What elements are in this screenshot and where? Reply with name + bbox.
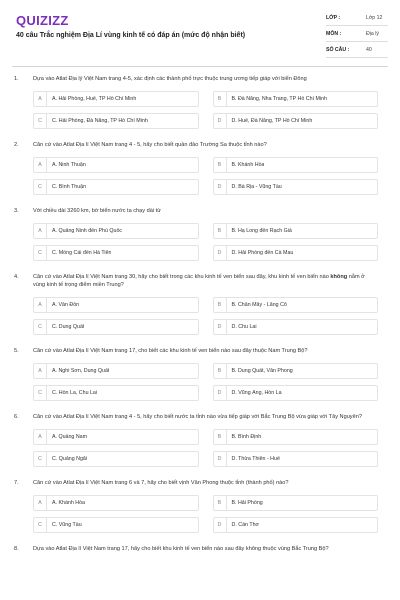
answer-option-b[interactable] (213, 157, 379, 173)
option-text: C. Vũng Tàu (52, 522, 82, 528)
option-text: B. Hạ Long đến Rạch Giá (231, 228, 292, 234)
question-text: Căn cứ vào Atlat Địa lí Việt Nam trang 17, cho biết các khu kinh tế ven biển nào sau đây thuộc Nam Trung Bộ? (33, 348, 308, 354)
question-head (0, 479, 400, 487)
answer-option-a[interactable] (33, 363, 199, 379)
header-divider (12, 66, 388, 67)
question-head (0, 141, 400, 149)
option-text: A. Quảng Nam (52, 434, 88, 440)
question-head (0, 545, 400, 553)
option-letter: C (34, 114, 47, 128)
answer-options (33, 157, 378, 195)
option-text: A. Vân Đồn (52, 302, 80, 308)
option-letter: D (214, 114, 227, 128)
option-text: A. Hải Phòng, Huế, TP Hồ Chí Minh (52, 96, 137, 102)
option-letter: C (34, 320, 47, 334)
meta-value: Lớp 12 (366, 14, 383, 21)
option-text: B. Dung Quất, Vân Phong (231, 368, 293, 374)
question-number: 7. (14, 480, 19, 486)
question-number: 3. (14, 208, 19, 214)
option-letter: B (214, 92, 227, 106)
meta-row-count (326, 42, 388, 58)
answer-option-b[interactable] (213, 363, 379, 379)
meta-label: MÔN : (326, 30, 342, 37)
question-text: Dựa vào Atlat Địa lí Việt Nam trang 17, hãy cho biết khu kinh tế ven biển nào sau đây không thuộc vùng Bắc Trung Bộ? (33, 546, 329, 552)
answer-option-a[interactable] (33, 91, 199, 107)
meta-value: 40 (366, 46, 372, 53)
header (0, 0, 400, 64)
answer-option-d[interactable] (213, 319, 379, 335)
question (0, 413, 400, 467)
option-text: C. Móng Cái đến Hà Tiên (52, 250, 112, 256)
question (0, 545, 400, 553)
option-text: C. Hòn La, Chu Lai (52, 390, 98, 396)
option-letter: A (34, 364, 47, 378)
answer-option-c[interactable] (33, 451, 199, 467)
option-letter: D (214, 320, 227, 334)
question-text: Căn cứ vào Atlat Địa lí Việt Nam trang 6 và 7, hãy cho biết vịnh Vân Phong thuộc tỉnh (thành phố) nào? (33, 480, 289, 486)
option-letter: D (214, 180, 227, 194)
question-head (0, 273, 400, 289)
meta-label: LỚP : (326, 14, 341, 21)
option-text: D. Thừa Thiên - Huế (231, 456, 280, 462)
answer-option-c[interactable] (33, 179, 199, 195)
question-head (0, 75, 400, 83)
answer-options (33, 223, 378, 261)
option-text: D. Chu Lai (231, 324, 257, 330)
document-title: 40 câu Trắc nghiệm Địa Lí vùng kinh tế có đáp án (mức độ nhận biết) (16, 32, 246, 39)
option-text: B. Khánh Hòa (231, 162, 265, 168)
option-text: A. Ninh Thuận (52, 162, 86, 168)
option-text: B. Chân Mây - Lăng Cô (231, 302, 287, 308)
option-text: C. Bình Thuận (52, 184, 87, 190)
question-number: 5. (14, 348, 19, 354)
question-text: Với chiều dài 3260 km, bờ biển nước ta chạy dài từ (33, 208, 161, 214)
answer-option-d[interactable] (213, 451, 379, 467)
option-letter: D (214, 518, 227, 532)
answer-option-a[interactable] (33, 297, 199, 313)
answer-option-c[interactable] (33, 385, 199, 401)
option-letter: A (34, 496, 47, 510)
option-letter: A (34, 298, 47, 312)
option-letter: A (34, 92, 47, 106)
option-letter: A (34, 224, 47, 238)
question-number: 2. (14, 142, 19, 148)
option-text: D. Bà Rịa - Vũng Tàu (231, 184, 282, 190)
option-text: A. Khánh Hòa (52, 500, 85, 506)
option-letter: C (34, 180, 47, 194)
question (0, 347, 400, 401)
answer-options (33, 429, 378, 467)
option-text: B. Đà Nẵng, Nha Trang, TP Hồ Chí Minh (231, 96, 327, 102)
question-text-emphasis: không (330, 274, 348, 280)
answer-option-b[interactable] (213, 429, 379, 445)
meta-row-grade (326, 10, 388, 26)
meta-row-subject (326, 26, 388, 42)
answer-option-a[interactable] (33, 157, 199, 173)
question-text-part: nằm ở vùng kinh tế trọng điểm miền Trung? (33, 274, 365, 288)
option-text: B. Hải Phòng (231, 500, 263, 506)
answer-option-b[interactable] (213, 91, 379, 107)
answer-options (33, 297, 378, 335)
answer-option-c[interactable] (33, 245, 199, 261)
answer-option-a[interactable] (33, 223, 199, 239)
meta-value: Địa lý (366, 30, 379, 37)
answer-options (33, 495, 378, 533)
option-letter: C (34, 518, 47, 532)
answer-option-b[interactable] (213, 297, 379, 313)
question-text: Căn cứ vào Atlat Địa lí Việt Nam trang 4 - 5, hãy cho biết quần đảo Trường Sa thuộc tỉnh nào? (33, 142, 267, 148)
option-letter: B (214, 430, 227, 444)
answer-option-c[interactable] (33, 113, 199, 129)
meta-label: SỐ CÂU : (326, 46, 350, 53)
option-text: B. Bình Định (231, 434, 262, 440)
question (0, 273, 400, 335)
question-head (0, 207, 400, 215)
question (0, 75, 400, 129)
quizizz-logo[interactable]: QUIZIZZ (16, 13, 69, 28)
question-number: 8. (14, 546, 19, 552)
option-text: D. Cần Thơ (231, 522, 260, 528)
question-head (0, 413, 400, 421)
answer-option-c[interactable] (33, 517, 199, 533)
answer-option-a[interactable] (33, 429, 199, 445)
question-text: Căn cứ vào Atlat Địa lí Việt Nam trang 4 - 5, hãy cho biết nước ta tỉnh nào vừa tiếp giáp với Bắc Trung Bộ vừa giáp với Tây Nguyên? (33, 414, 362, 420)
meta-box (326, 10, 388, 58)
option-text: D. Vũng Áng, Hòn La (231, 390, 282, 396)
answer-option-b[interactable] (213, 223, 379, 239)
question-text: Dựa vào Atlat Địa lý Việt Nam trang 4-5, xác định các thành phố trực thuộc trung ương tiếp giáp với biển Đông (33, 76, 307, 82)
option-letter: A (34, 158, 47, 172)
option-letter: C (34, 246, 47, 260)
answer-option-d[interactable] (213, 385, 379, 401)
answer-option-b[interactable] (213, 495, 379, 511)
answer-option-d[interactable] (213, 179, 379, 195)
answer-option-c[interactable] (33, 319, 199, 335)
option-text: D. Huế, Đà Nẵng, TP Hồ Chí Minh (231, 118, 313, 124)
answer-options (33, 363, 378, 401)
question (0, 207, 400, 261)
question (0, 141, 400, 195)
option-text: A. Quảng Ninh đến Phú Quốc (52, 228, 123, 234)
option-letter: B (214, 224, 227, 238)
option-letter: D (214, 386, 227, 400)
question-number: 4. (14, 274, 19, 280)
option-letter: B (214, 298, 227, 312)
option-text: C. Dung Quất (52, 324, 85, 330)
answer-option-d[interactable] (213, 245, 379, 261)
answer-options (33, 91, 378, 129)
option-text: C. Hải Phòng, Đà Nẵng, TP Hồ Chí Minh (52, 118, 148, 124)
question-list (0, 75, 400, 565)
option-letter: B (214, 364, 227, 378)
option-letter: C (34, 452, 47, 466)
option-letter: B (214, 496, 227, 510)
option-text: D. Hải Phòng đến Cà Mau (231, 250, 294, 256)
option-letter: B (214, 158, 227, 172)
option-letter: D (214, 246, 227, 260)
answer-option-d[interactable] (213, 517, 379, 533)
question-text-part: Căn cứ vào Atlat Địa lí Việt Nam trang 30, hãy cho biết trong các khu kinh tế ven biển sau đây, khu kinh tế ven biển nào (33, 274, 331, 280)
option-letter: C (34, 386, 47, 400)
answer-option-a[interactable] (33, 495, 199, 511)
answer-option-d[interactable] (213, 113, 379, 129)
question-head (0, 347, 400, 355)
question (0, 479, 400, 533)
option-letter: A (34, 430, 47, 444)
option-text: C. Quảng Ngãi (52, 456, 88, 462)
question-text (33, 273, 374, 289)
option-text: A. Nghi Sơn, Dung Quất (52, 368, 110, 374)
question-number: 1. (14, 76, 19, 82)
option-letter: D (214, 452, 227, 466)
question-number: 6. (14, 414, 19, 420)
